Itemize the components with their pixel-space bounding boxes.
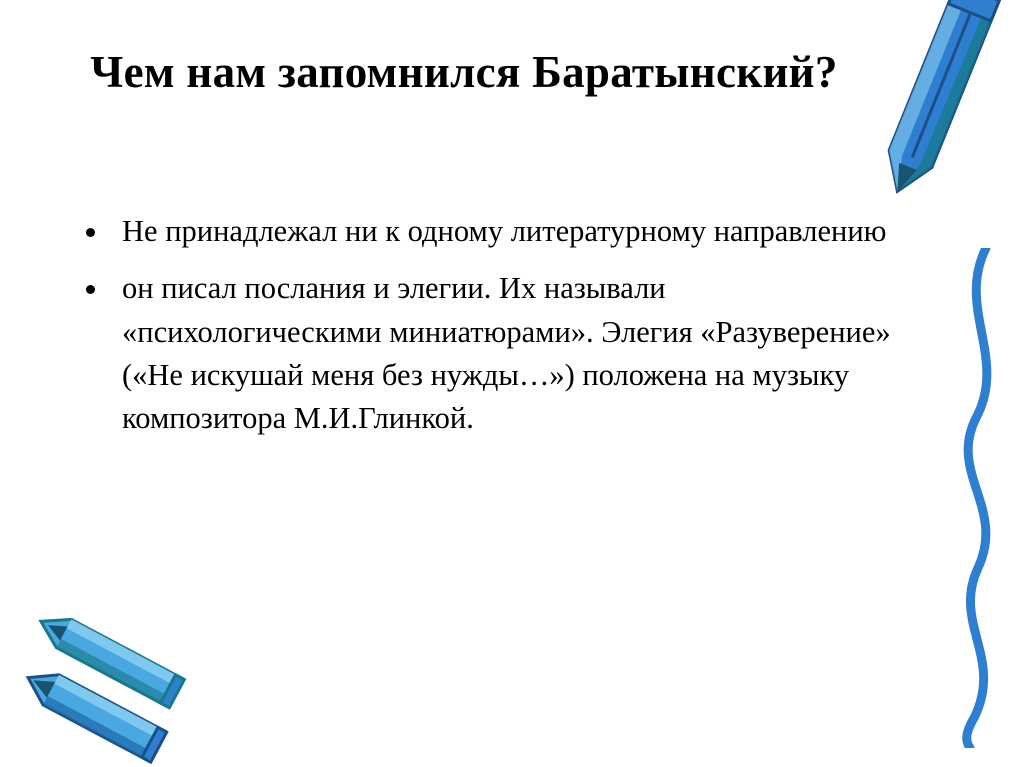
list-item-text: Не принадлежал ни к одному литературному направлению	[122, 214, 887, 248]
bullet-dot-icon	[86, 228, 95, 237]
bullet-dot-icon	[86, 285, 95, 294]
squiggle-line-right-icon	[946, 248, 1016, 748]
list-item	[72, 210, 902, 253]
list-item	[72, 267, 902, 440]
pencils-bottom-left-icon	[14, 607, 229, 767]
slide-title: Чем нам запомнился Баратынский?	[90, 47, 838, 97]
bullet-list	[72, 210, 902, 454]
list-item-text: он писал послания и элегии. Их называли «психологическими миниатюрами». Элегия «Разуверение» («Не искушай меня без нужды…») положена на музыку композитора М.И.Глинкой.	[122, 271, 891, 436]
pencil-top-right-icon	[842, 0, 1022, 244]
